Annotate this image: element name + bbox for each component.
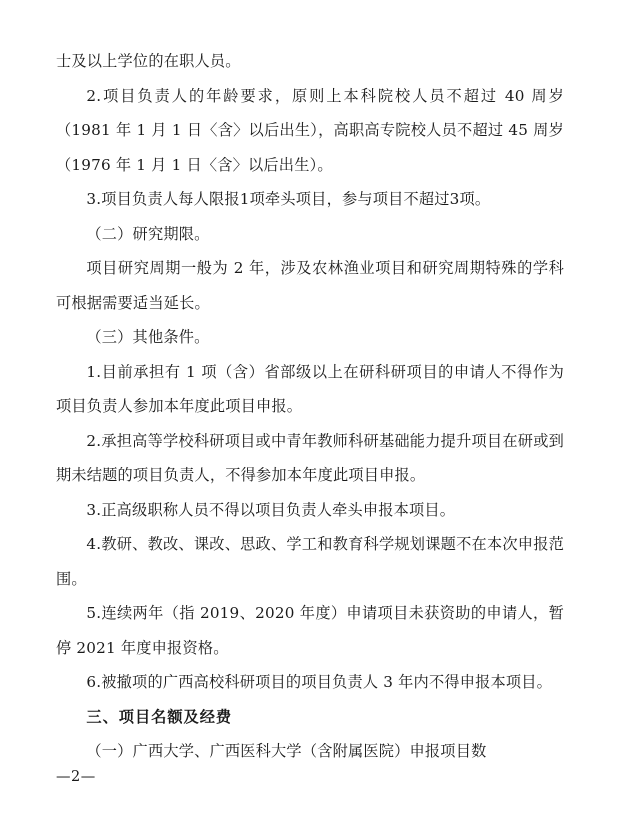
paragraph-item-4: 4.教研、教改、课改、思政、学工和教育科学规划课题不在本次申报范围。 <box>56 535 564 588</box>
paragraph-item-2: 2.项目负责人的年龄要求，原则上本科院校人员不超过 40 周岁（1981 年 1 月 1 日〈含〉以后出生），高职高专院校人员不超过 45 周岁（1976 年 1 月 1 日〈含〉以后出生）。 <box>56 86 564 174</box>
paragraph-item-1: 1.目前承担有 1 项（含）省部级以上在研科研项目的申请人不得作为项目负责人参加本年度此项目申报。 <box>56 362 564 415</box>
paragraph: 项目研究周期一般为 2 年，涉及农林渔业项目和研究周期特殊的学科可根据需要适当延长。 <box>56 259 564 312</box>
paragraph-item-5: 5.连续两年（指 2019、2020 年度）申请项目未获资助的申请人，暂停 2021 年度申报资格。 <box>56 604 564 657</box>
page-number: —2— <box>56 769 96 785</box>
paragraph-item-6: 6.被撤项的广西高校科研项目的项目负责人 3 年内不得申报本项目。 <box>86 673 553 691</box>
paragraph-item-2b: 2.承担高等学校科研项目或中青年教师科研基础能力提升项目在研或到期未结题的项目负责人，不得参加本年度此项目申报。 <box>56 431 564 484</box>
paragraph-subsection-1: （一）广西大学、广西医科大学（含附属医院）申报项目数 <box>86 742 487 760</box>
section-heading-three: 三、项目名额及经费 <box>86 707 233 726</box>
paragraph-section-2: （二）研究期限。 <box>86 224 210 243</box>
paragraph-section-3: （三）其他条件。 <box>86 328 210 346</box>
paragraph: 士及以上学位的在职人员。 <box>56 52 241 70</box>
document-body <box>56 44 564 769</box>
paragraph-item-3b: 3.正高级职称人员不得以项目负责人牵头申报本项目。 <box>86 500 456 519</box>
paragraph-item-3: 3.项目负责人每人限报1项牵头项目，参与项目不超过3项。 <box>86 190 491 208</box>
